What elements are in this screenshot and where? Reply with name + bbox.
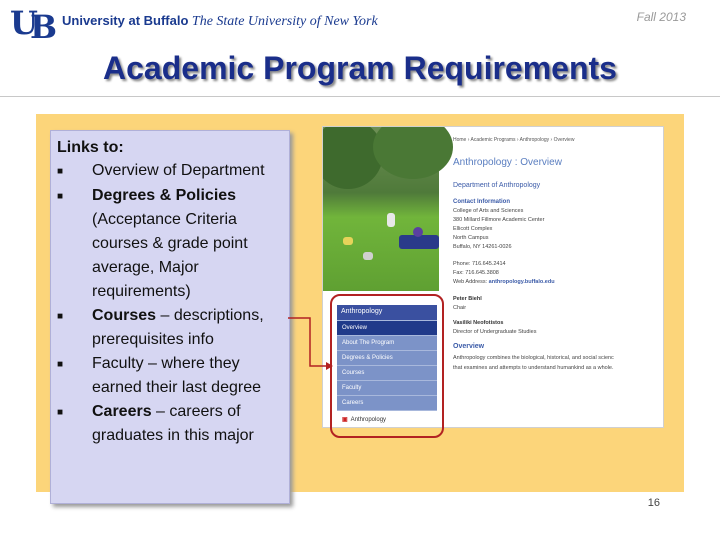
page-heading: Anthropology : Overview	[453, 157, 562, 168]
university-tagline: The State University of New York	[191, 14, 378, 29]
side-nav-footer-label: Anthropology	[350, 417, 387, 423]
link-text-degrees: (Acceptance Criteria courses & grade point average, Major requirements)	[92, 211, 248, 300]
overview-text-line: Anthropology combines the biological, historical, and social scienc	[453, 355, 614, 361]
side-nav-item-courses[interactable]: Courses	[337, 365, 437, 380]
link-text-faculty: Faculty – where they earned their last degree	[92, 355, 261, 396]
ub-mini-icon: ▣	[342, 417, 348, 423]
address-line: North Campus	[453, 235, 489, 241]
term-label: Fall 2013	[636, 10, 686, 24]
side-nav-item-degrees[interactable]: Degrees & Policies	[337, 350, 437, 365]
dus-role: Director of Undergraduate Studies	[453, 329, 537, 335]
link-bold-degrees: Degrees & Policies	[92, 187, 237, 204]
address-line: 380 Millard Fillmore Academic Center	[453, 217, 545, 223]
university-name-label: University at Buffalo	[62, 13, 189, 28]
bullet-icon: ■	[57, 191, 64, 202]
phone: Phone: 716.645.2414	[453, 261, 506, 267]
side-nav-header: Anthropology	[337, 305, 437, 320]
page-number: 16	[647, 497, 660, 509]
chair-name: Peter Biehl	[453, 296, 482, 302]
fax: Fax: 716.645.3808	[453, 270, 499, 276]
address-line: Ellicott Complex	[453, 226, 493, 232]
overview-text-line: that examines and attempts to understand humankind as a whole.	[453, 365, 614, 371]
link-text-overview: Overview of Department	[92, 162, 265, 179]
side-nav-item-overview[interactable]: Overview	[337, 320, 437, 335]
dus-name: Vasiliki Neofotistos	[453, 320, 504, 326]
link-text-courses: – descriptions, prerequisites info	[92, 307, 264, 348]
web-link[interactable]: anthropology.buffalo.edu	[488, 279, 555, 285]
links-title: Links to:	[57, 139, 124, 156]
slide-title: Academic Program Requirements	[103, 50, 617, 86]
bullet-icon: ■	[57, 407, 64, 418]
address-line: Buffalo, NY 14261-0026	[453, 244, 512, 250]
chair-role: Chair	[453, 305, 467, 311]
side-nav-item-about[interactable]: About The Program	[337, 335, 437, 350]
svg-text:U: U	[10, 6, 38, 40]
web-label: Web Address:	[453, 279, 489, 285]
link-bold-courses: Courses	[92, 307, 157, 324]
address-line: College of Arts and Sciences	[453, 208, 524, 214]
side-nav-item-careers[interactable]: Careers	[337, 395, 437, 410]
bullet-icon: ■	[57, 359, 64, 370]
link-text-careers: – careers of graduates in this major	[92, 403, 254, 444]
department-name: Department of Anthropology	[453, 182, 541, 189]
bullet-icon: ■	[57, 311, 64, 322]
bullet-icon: ■	[57, 166, 64, 177]
contact-heading: Contact Information	[453, 199, 510, 205]
link-bold-careers: Careers	[92, 403, 152, 420]
breadcrumb[interactable]: Home › Academic Programs › Anthropology › Overview	[453, 137, 575, 143]
side-nav-item-faculty[interactable]: Faculty	[337, 380, 437, 395]
svg-text:B: B	[30, 8, 58, 40]
overview-heading: Overview	[453, 343, 485, 350]
